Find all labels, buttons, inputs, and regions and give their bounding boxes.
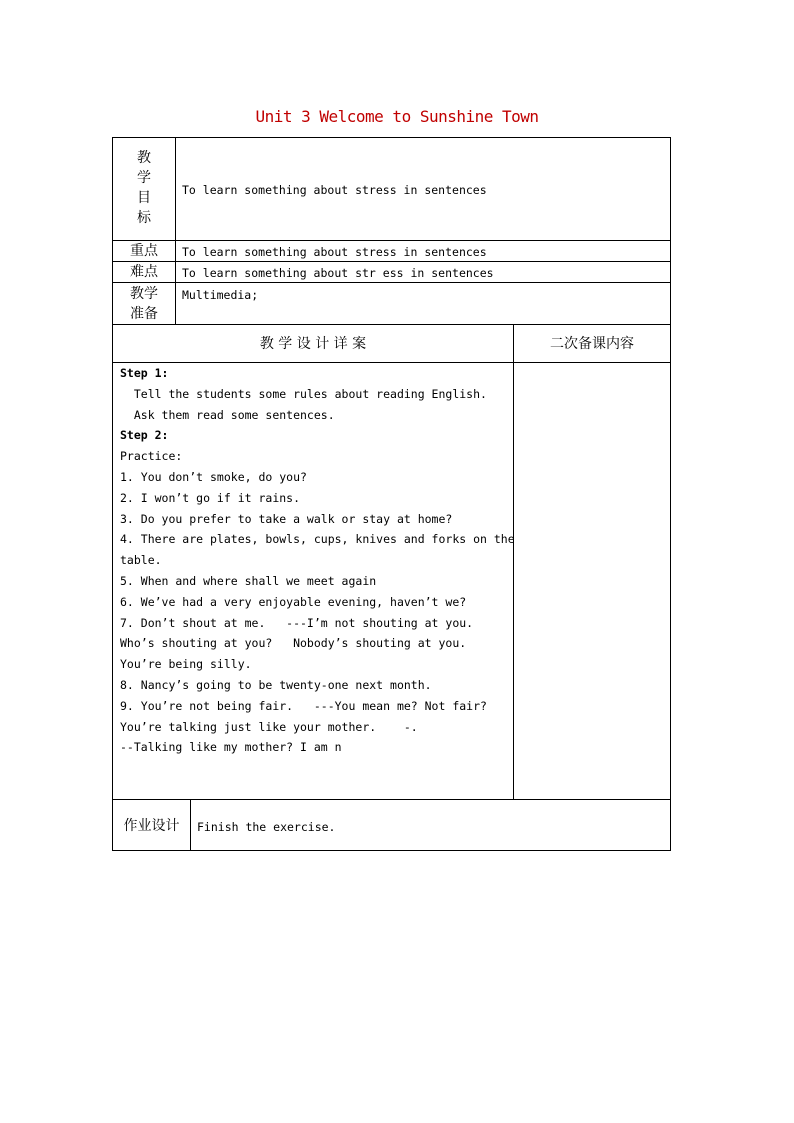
design-line: 1. You don’t smoke, do you? (120, 469, 307, 484)
design-heading: 教 学 设 计 详 案 (259, 336, 367, 352)
homework-content: Finish the exercise. (197, 820, 336, 834)
row-divider (113, 324, 670, 325)
design-line: Tell the students some rules about reading English. (120, 386, 487, 401)
design-line: Step 1: (120, 366, 169, 380)
design-line: 6. We’ve had a very enjoyable evening, haven’t we? (120, 594, 467, 609)
lesson-plan-table (112, 137, 671, 851)
design-line: You’re talking just like your mother. -. (120, 719, 418, 734)
preparation-label: 教学 准备 (130, 286, 158, 322)
design-body (120, 363, 515, 758)
design-line: 4. There are plates, bowls, cups, knives and forks on the (120, 532, 515, 547)
design-line: 9. You’re not being fair. ---You mean me? Not fair? (120, 698, 487, 713)
design-line: Practice: (120, 449, 183, 464)
design-line: 2. I won’t go if it rains. (120, 490, 301, 505)
design-line: table. (120, 553, 162, 568)
row-divider (113, 240, 670, 241)
objectives-content: To learn something about stress in sentences (182, 183, 487, 197)
design-line: 5. When and where shall we meet again (120, 573, 377, 588)
design-line: 3. Do you prefer to take a walk or stay at home? (120, 511, 453, 526)
column-divider (175, 138, 176, 324)
key-points-label: 重点 (130, 243, 158, 259)
design-line: 8. Nancy’s going to be twenty-one next month. (120, 677, 432, 692)
difficulties-content: To learn something about str ess in sentences (182, 266, 494, 280)
row-divider (113, 799, 670, 800)
key-points-content: To learn something about stress in sentences (182, 245, 487, 259)
design-line: --Talking like my mother? I am n (120, 740, 342, 755)
design-line: You’re being silly. (120, 657, 252, 672)
page-title: Unit 3 Welcome to Sunshine Town (255, 107, 539, 126)
design-line: Who’s shouting at you? Nobody’s shouting at you. (120, 636, 467, 651)
design-line: 7. Don’t shout at me. ---I’m not shouting at you. (120, 615, 474, 630)
column-divider (190, 799, 191, 851)
difficulties-label: 难点 (130, 264, 158, 280)
secondary-prep-heading: 二次备课内容 (550, 336, 634, 352)
design-line: Ask them read some sentences. (120, 407, 335, 422)
objectives-label: 教 学 目 标 (137, 150, 151, 226)
design-line: Step 2: (120, 428, 169, 443)
homework-label: 作业设计 (123, 818, 180, 834)
preparation-content: Multimedia; (182, 288, 259, 302)
